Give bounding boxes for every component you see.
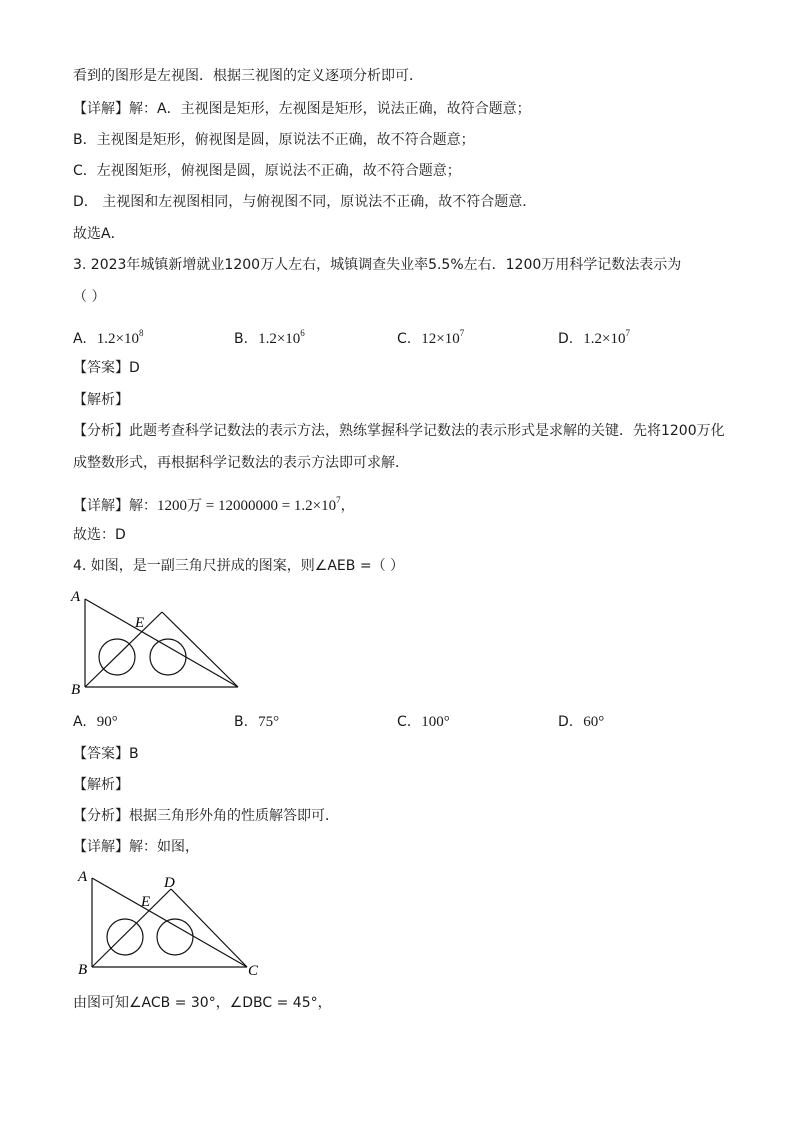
q4-detail: 【详解】解：如图，: [73, 839, 199, 855]
q3-choose: 故选：D: [73, 527, 126, 543]
q4-answer: 【答案】B: [73, 746, 139, 762]
question-3-stem: 3. 2023年城镇新增就业1200万人左右，城镇调查失业率5.5%左右．1200万用科学记数法表示为: [73, 257, 682, 273]
text-line: 【详解】解：A．主视图是矩形，左视图是矩形，说法正确，故符合题意；: [73, 101, 531, 117]
figure-triangle-set-1: [68, 585, 248, 697]
label-a: A: [78, 869, 88, 885]
q4-analysis: 【分析】根据三角形外角的性质解答即可．: [73, 808, 339, 824]
label-b: B: [71, 682, 81, 697]
text-line: C．左视图矩形，俯视图是圆，原说法不正确，故不符合题意；: [73, 163, 461, 179]
text-line: D． 主视图和左视图相同，与俯视图不同，原说法不正确，故不符合题意．: [73, 194, 537, 210]
label-a: A: [71, 589, 81, 605]
q4-jiexi: 【解析】: [73, 777, 129, 793]
figure-triangle-set-2: [72, 865, 272, 980]
q3-analysis-line-2: 成整数形式，再根据科学记数法的表示方法即可求解．: [73, 455, 409, 471]
question-3-paren: （ ）: [73, 289, 106, 305]
q4-option-c: C. 100°: [397, 714, 450, 730]
label-e: E: [141, 894, 151, 910]
q3-option-a: A. $1.2\times 10^8$: [73, 328, 144, 347]
text-line: 看到的图形是左视图．根据三视图的定义逐项分析即可．: [73, 68, 423, 84]
q3-option-c: C. $12\times 10^7$: [397, 328, 465, 347]
label-c: C: [248, 963, 259, 979]
q3-answer: 【答案】D: [73, 360, 140, 376]
q4-option-d: D. 60°: [558, 714, 605, 730]
question-4-stem: 4. 如图，是一副三角尺拼成的图案，则∠AEB =（ ）: [73, 558, 405, 574]
label-e: E: [135, 615, 145, 631]
q3-option-b: B. $1.2\times 10^6$: [234, 328, 305, 347]
label-d: D: [164, 875, 175, 891]
q3-option-d: D. $1.2\times 10^7$: [558, 328, 630, 347]
q4-conclusion: 由图可知∠ACB = 30°，∠DBC = 45°，: [73, 995, 332, 1011]
text-line: 故选A．: [73, 226, 125, 242]
q4-option-b: B. 75°: [234, 714, 280, 730]
label-b: B: [78, 962, 88, 978]
q3-jiexi: 【解析】: [73, 392, 129, 408]
text-line: B．主视图是矩形，俯视图是圆，原说法不正确，故不符合题意；: [73, 132, 475, 148]
q3-analysis-line-1: 【分析】此题考查科学记数法的表示方法，熟练掌握科学记数法的表示形式是求解的关键．先将1200万化: [73, 423, 725, 439]
q3-detail: 【详解】解：1200万 = $12000000 = 1.2\times 10^7$，: [73, 495, 355, 514]
q4-option-a: A. 90°: [73, 714, 118, 730]
